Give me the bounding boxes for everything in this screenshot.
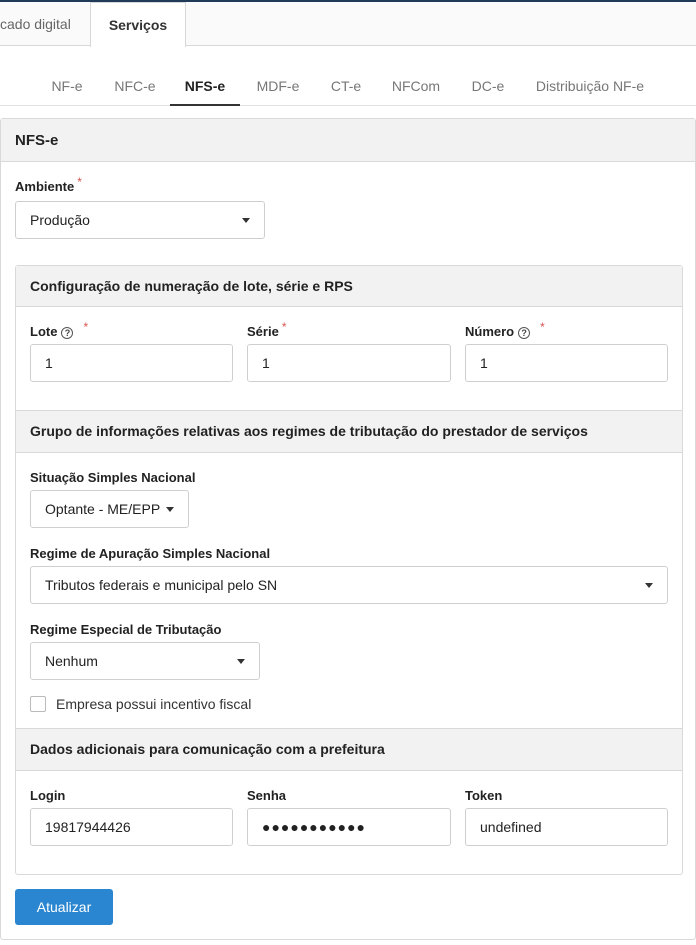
regime-apuracao-select[interactable] <box>30 566 668 604</box>
lote-input[interactable]: 1 <box>30 344 233 382</box>
simples-value: Optante - ME/EPP <box>45 501 161 517</box>
lote-label-text: Lote <box>30 324 58 339</box>
tab-mdfe[interactable]: MDF-e <box>256 78 300 94</box>
chevron-down-icon <box>242 218 250 223</box>
serie-label <box>247 320 287 339</box>
tab-nfcom[interactable]: NFCom <box>391 78 441 94</box>
senha-input[interactable]: ●●●●●●●●●●● <box>247 808 451 846</box>
tab-nfse[interactable]: NFS-e <box>170 66 240 106</box>
help-icon[interactable]: ? <box>518 327 530 339</box>
serie-label-text: Série <box>247 324 279 339</box>
lote-label <box>30 320 89 339</box>
required-icon: * <box>77 175 82 189</box>
login-input[interactable]: 19817944426 <box>30 808 233 846</box>
card-title: NFS-e <box>1 119 695 162</box>
token-label: Token <box>465 788 503 803</box>
login-label: Login <box>30 788 66 803</box>
incentivo-checkbox[interactable] <box>30 696 46 712</box>
numero-label <box>465 320 545 339</box>
token-input[interactable]: undefined <box>465 808 668 846</box>
service-tabs <box>0 66 696 106</box>
tab-nfe[interactable]: NF-e <box>51 78 83 94</box>
senha-label: Senha <box>247 788 287 803</box>
tab-dce[interactable]: DC-e <box>471 78 505 94</box>
regime-apuracao-value: Tributos federais e municipal pelo SN <box>45 577 278 593</box>
chevron-down-icon <box>645 583 653 588</box>
ambiente-value: Produção <box>30 212 90 228</box>
tab-distribuicao-nfe[interactable]: Distribuição NF-e <box>535 78 645 94</box>
config-panel <box>15 265 683 875</box>
simples-select[interactable] <box>30 490 189 528</box>
required-icon: * <box>281 320 287 334</box>
update-button[interactable]: Atualizar <box>15 889 113 925</box>
help-icon[interactable]: ? <box>61 327 73 339</box>
numeracao-title: Configuração de numeração de lote, série e RPS <box>16 266 682 307</box>
prefeitura-title: Dados adicionais para comunicação com a prefeitura <box>16 728 682 771</box>
simples-label: Situação Simples Nacional <box>30 470 196 485</box>
tab-cte[interactable]: CT-e <box>330 78 362 94</box>
regime-apuracao-label: Regime de Apuração Simples Nacional <box>30 546 271 561</box>
incentivo-label[interactable]: Empresa possui incentivo fiscal <box>56 696 252 712</box>
ambiente-select[interactable] <box>15 201 265 239</box>
required-icon: * <box>540 320 545 334</box>
chevron-down-icon <box>166 507 174 512</box>
tab-mercado-digital[interactable]: cado digital <box>0 16 71 32</box>
top-tabs <box>0 2 696 46</box>
serie-input[interactable]: 1 <box>247 344 451 382</box>
regime-especial-select[interactable] <box>30 642 260 680</box>
regime-especial-value: Nenhum <box>45 653 98 669</box>
tab-servicos[interactable]: Serviços <box>90 2 186 47</box>
tributacao-title: Grupo de informações relativas aos regimes de tributação do prestador de serviços <box>16 410 682 453</box>
regime-especial-label: Regime Especial de Tributação <box>30 622 222 637</box>
required-icon: * <box>83 320 89 334</box>
chevron-down-icon <box>237 659 245 664</box>
numero-label-text: Número <box>465 324 515 339</box>
nfse-card <box>0 118 696 940</box>
tab-nfce[interactable]: NFC-e <box>114 78 156 94</box>
ambiente-label <box>15 175 82 194</box>
ambiente-label-text: Ambiente <box>15 179 75 194</box>
numero-input[interactable]: 1 <box>465 344 668 382</box>
